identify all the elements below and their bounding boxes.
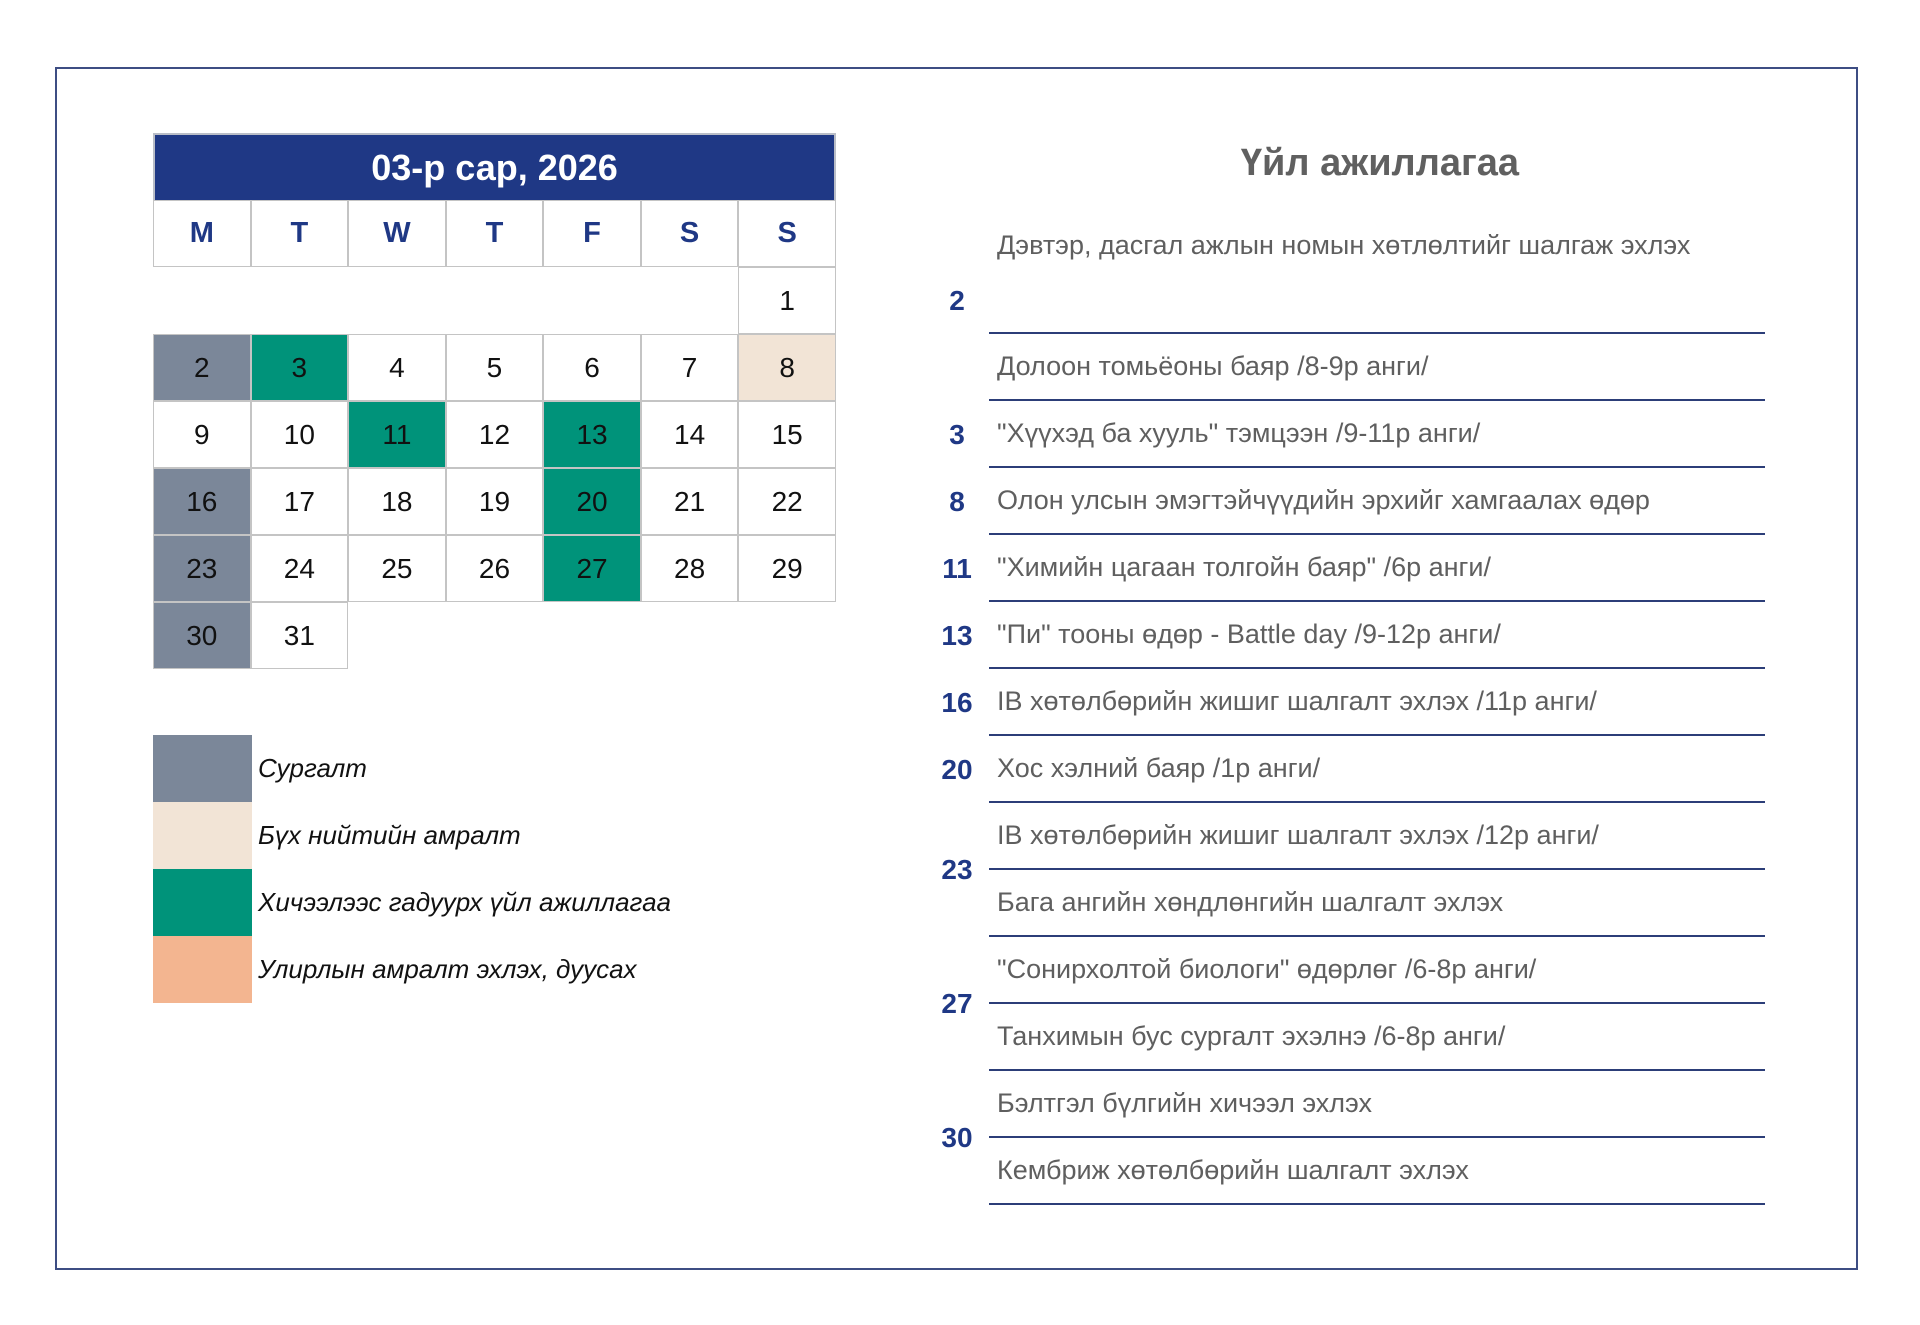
weekday-header: T — [446, 200, 544, 267]
activity-day: 23 — [941, 854, 973, 885]
activity-day: 16 — [941, 686, 973, 718]
legend-swatch — [153, 936, 252, 1003]
day-cell[interactable]: 24 — [251, 535, 349, 602]
day-cell[interactable]: 5 — [446, 334, 544, 401]
legend-swatch — [153, 802, 252, 869]
day-cell-training[interactable]: 16 — [153, 468, 251, 535]
day-cell[interactable]: 17 — [251, 468, 349, 535]
empty-cell — [348, 267, 446, 334]
activity-group — [925, 468, 1765, 535]
weekday-header: S — [641, 200, 739, 267]
legend-swatch — [153, 735, 252, 802]
legend-label: Бүх нийтийн амралт — [258, 820, 521, 850]
empty-cell — [641, 267, 739, 334]
weekday-header: F — [543, 200, 641, 267]
day-cell[interactable]: 18 — [348, 468, 446, 535]
day-cell-extracurricular[interactable]: 3 — [251, 334, 349, 401]
weekday-header: S — [738, 200, 836, 267]
day-cell[interactable]: 12 — [446, 401, 544, 468]
empty-cell — [251, 267, 349, 334]
activity-day: 11 — [942, 552, 972, 584]
day-cell[interactable]: 31 — [251, 602, 349, 669]
activity-day: 13 — [941, 619, 973, 651]
activity-item: Бэлтгэл бүлгийн хичээл эхлэх — [989, 1071, 1765, 1138]
weekday-header: T — [251, 200, 349, 267]
day-cell[interactable]: 1 — [738, 267, 836, 334]
day-cell-extracurricular[interactable]: 11 — [348, 401, 446, 468]
legend — [153, 735, 671, 1003]
weekday-header: W — [348, 200, 446, 267]
activity-group — [925, 535, 1765, 602]
day-cell[interactable]: 19 — [446, 468, 544, 535]
legend-item — [153, 936, 671, 1003]
day-cell[interactable]: 26 — [446, 535, 544, 602]
weekday-header: M — [153, 200, 251, 267]
activity-item: IB хөтөлбөрийн жишиг шалгалт эхлэх /11р анги/ — [989, 669, 1765, 736]
day-cell[interactable]: 9 — [153, 401, 251, 468]
activity-group — [925, 200, 1765, 401]
day-cell-training[interactable]: 30 — [153, 602, 251, 669]
calendar-title: 03-р сар, 2026 — [153, 133, 836, 200]
empty-cell — [153, 267, 251, 334]
legend-label: Хичээлээс гадуурх үйл ажиллагаа — [258, 887, 671, 917]
activity-item: IB хөтөлбөрийн жишиг шалгалт эхлэх /12р анги/ — [989, 803, 1765, 870]
day-cell[interactable]: 29 — [738, 535, 836, 602]
calendar-grid — [153, 200, 836, 669]
empty-cell — [446, 267, 544, 334]
day-cell[interactable]: 14 — [641, 401, 739, 468]
activity-item: Хос хэлний баяр /1р анги/ — [989, 736, 1765, 803]
empty-cell — [543, 267, 641, 334]
activity-item: Долоон томьёоны баяр /8-9р анги/ — [989, 334, 1765, 401]
activities-title: Үйл ажиллагаа — [1240, 142, 1520, 184]
activity-group — [925, 1071, 1765, 1205]
day-cell-training[interactable]: 2 — [153, 334, 251, 401]
day-cell[interactable]: 4 — [348, 334, 446, 401]
activity-day: 8 — [949, 485, 965, 517]
activity-item: "Хүүхэд ба хууль" тэмцээн /9-11р анги/ — [989, 401, 1765, 468]
activity-day: 20 — [941, 753, 973, 785]
legend-item — [153, 869, 671, 936]
activity-item: Дэвтэр, дасгал ажлын номын хөтлөлтийг шалгаж эхлэх — [989, 200, 1765, 334]
day-cell-public-holiday[interactable]: 8 — [738, 334, 836, 401]
activity-item: Олон улсын эмэгтэйчүүдийн эрхийг хамгаалах өдөр — [989, 468, 1765, 535]
activity-day: 27 — [941, 988, 973, 1019]
activity-item: Кембриж хөтөлбөрийн шалгалт эхлэх — [989, 1138, 1765, 1205]
activity-group — [925, 736, 1765, 803]
day-cell[interactable]: 7 — [641, 334, 739, 401]
day-cell-extracurricular[interactable]: 20 — [543, 468, 641, 535]
day-cell[interactable]: 22 — [738, 468, 836, 535]
activity-item: "Пи" тооны өдөр - Battle day /9-12р анги/ — [989, 602, 1765, 669]
activity-item: Танхимын бус сургалт эхэлнэ /6-8р анги/ — [989, 1004, 1765, 1071]
activity-group — [925, 937, 1765, 1071]
day-cell[interactable]: 28 — [641, 535, 739, 602]
day-cell[interactable]: 21 — [641, 468, 739, 535]
activities-list — [925, 200, 1765, 1205]
day-cell-training[interactable]: 23 — [153, 535, 251, 602]
legend-label: Улирлын амралт эхлэх, дуусах — [258, 954, 637, 984]
activity-group — [925, 803, 1765, 937]
day-cell[interactable]: 6 — [543, 334, 641, 401]
day-cell[interactable]: 15 — [738, 401, 836, 468]
activity-item: "Сонирхолтой биологи" өдөрлөг /6-8р анги/ — [989, 937, 1765, 1004]
day-cell-extracurricular[interactable]: 13 — [543, 401, 641, 468]
activity-item: "Химийн цагаан толгойн баяр" /6р анги/ — [989, 535, 1765, 602]
legend-label: Сургалт — [258, 753, 367, 783]
day-cell[interactable]: 10 — [251, 401, 349, 468]
activity-day: 3 — [949, 418, 965, 450]
day-cell-extracurricular[interactable]: 27 — [543, 535, 641, 602]
legend-item — [153, 802, 671, 869]
activity-group — [925, 669, 1765, 736]
day-cell[interactable]: 25 — [348, 535, 446, 602]
activity-day: 30 — [941, 1122, 973, 1153]
activity-item: Бага ангийн хөндлөнгийн шалгалт эхлэх — [989, 870, 1765, 937]
activity-group — [925, 401, 1765, 468]
activity-group — [925, 602, 1765, 669]
legend-swatch — [153, 869, 252, 936]
activity-day: 2 — [949, 284, 965, 316]
month-calendar — [153, 133, 836, 669]
legend-item — [153, 735, 671, 802]
